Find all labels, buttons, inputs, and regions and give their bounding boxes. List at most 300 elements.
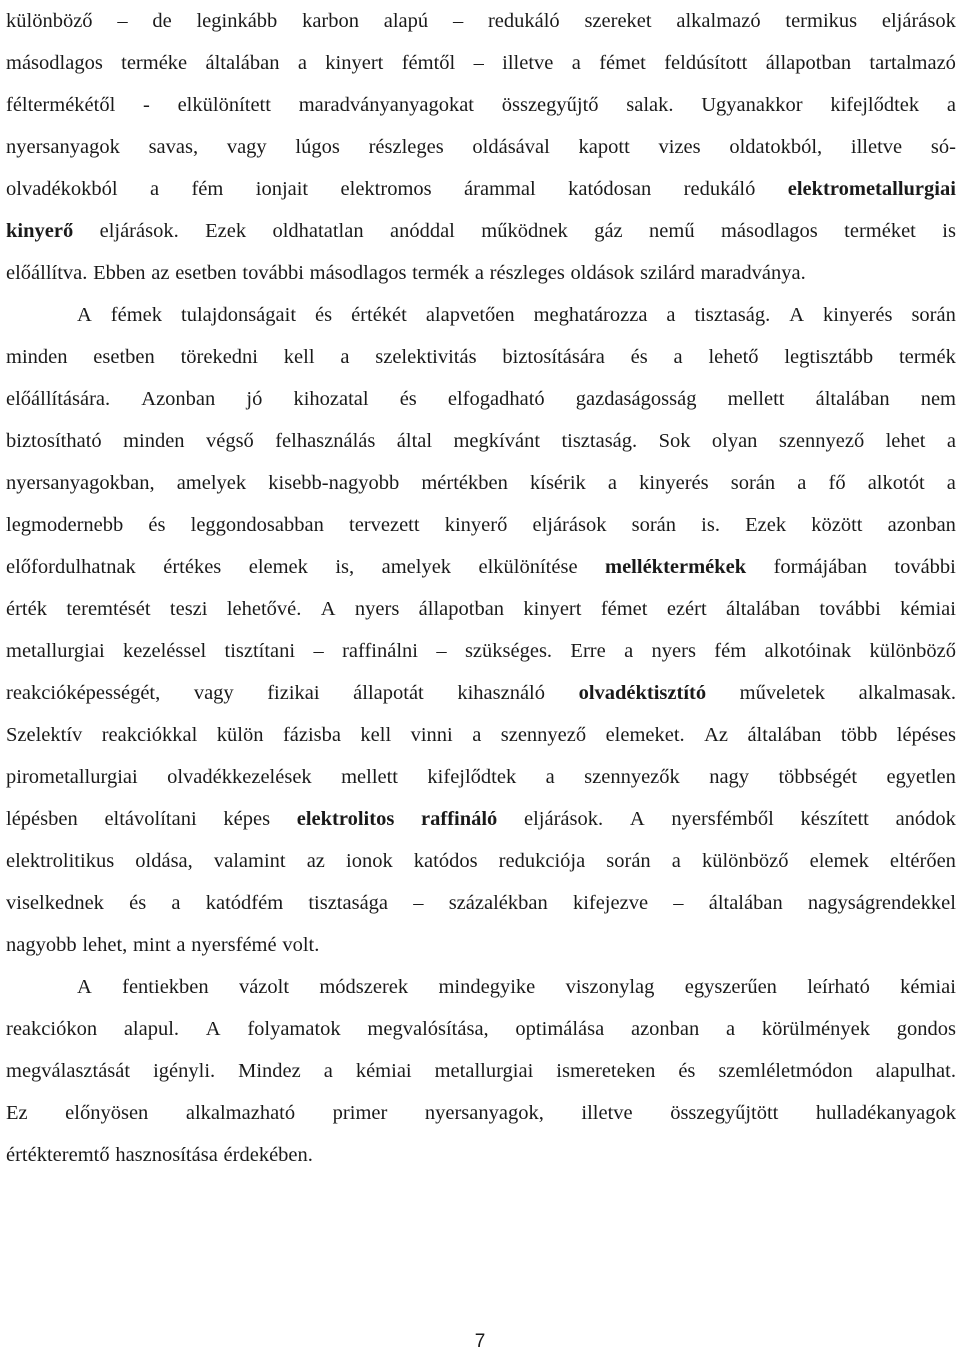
word: további xyxy=(894,556,956,578)
word: leírható xyxy=(807,976,870,998)
word: viselkednek xyxy=(6,892,104,914)
word: elkülönített xyxy=(177,94,271,116)
text-line xyxy=(6,882,956,924)
word: eltávolítani xyxy=(104,808,197,830)
word: nemű xyxy=(649,220,695,242)
word: biztosítására xyxy=(502,346,605,368)
word: kihozatal xyxy=(293,388,369,410)
text-line xyxy=(6,336,956,378)
word: módszerek xyxy=(319,976,409,998)
word: volt. xyxy=(282,934,320,956)
word: kifejlődtek xyxy=(427,766,517,788)
word: az xyxy=(151,262,170,284)
word: során xyxy=(606,850,651,872)
word: előállítva. xyxy=(6,262,88,284)
word: állapotát xyxy=(353,682,424,704)
text-line xyxy=(6,714,956,756)
paragraph xyxy=(6,0,956,294)
word: kinyerő xyxy=(444,514,508,536)
word: alapvetően xyxy=(425,304,515,326)
word: mellett xyxy=(341,766,399,788)
word: kell xyxy=(283,346,315,368)
text-line xyxy=(6,630,956,672)
word: minden xyxy=(123,430,185,452)
word: azonban xyxy=(887,514,956,536)
word: alkotóinak xyxy=(764,640,852,662)
word: az xyxy=(306,850,325,872)
word: legmodernebb xyxy=(6,514,124,536)
word: katódos xyxy=(413,850,478,872)
word: a xyxy=(472,724,482,746)
word: előfordulhatnak xyxy=(6,556,136,578)
word: ionjait xyxy=(255,178,309,200)
word: A xyxy=(77,976,92,998)
word: elektrolitikus xyxy=(6,850,115,872)
word: katódfém xyxy=(205,892,284,914)
word: különböző xyxy=(6,10,93,32)
word: melléktermékek xyxy=(605,556,747,578)
word: érdekében. xyxy=(223,1144,313,1166)
word: teremtését xyxy=(66,598,151,620)
word: eljárások xyxy=(532,514,607,536)
word: előnyösen xyxy=(65,1102,149,1124)
word: – xyxy=(313,640,324,662)
word: a xyxy=(673,346,683,368)
word: reakciókon xyxy=(6,1018,98,1040)
word: kezeléssel xyxy=(123,640,207,662)
word: termék xyxy=(898,346,956,368)
word: általában xyxy=(708,892,783,914)
word: fémet xyxy=(599,52,646,74)
word: – xyxy=(452,10,464,32)
word: működnek xyxy=(481,220,568,242)
word: tartalmazó xyxy=(869,52,956,74)
word: oldásával xyxy=(472,136,550,158)
word: előállítására. xyxy=(6,388,111,410)
word: összegyűjtő xyxy=(501,94,599,116)
word: mint xyxy=(133,934,171,956)
word: megkívánt xyxy=(453,430,541,452)
word: általában xyxy=(726,598,800,620)
word: eltérően xyxy=(889,850,956,872)
word: olyan xyxy=(711,430,758,452)
word: és xyxy=(129,892,147,914)
text-line xyxy=(6,378,956,420)
word: eljárások. xyxy=(99,220,179,242)
word: Ez xyxy=(6,1102,28,1124)
word: alkalmazható xyxy=(185,1102,296,1124)
text-line xyxy=(6,924,956,966)
word: leggondosabban xyxy=(190,514,324,536)
word: a xyxy=(797,472,807,494)
word: Szelektív xyxy=(6,724,83,746)
word: többségét xyxy=(778,766,858,788)
word: meghatározza xyxy=(533,304,648,326)
word: kinyert xyxy=(523,598,582,620)
word: – xyxy=(473,52,484,74)
word: termék xyxy=(412,262,470,284)
word: só- xyxy=(930,136,956,158)
word: alapul. xyxy=(123,1018,180,1040)
word: kihasználó xyxy=(457,682,545,704)
word: tisztasága xyxy=(308,892,389,914)
word: során xyxy=(730,472,776,494)
word: a xyxy=(946,472,956,494)
word: nem xyxy=(920,388,956,410)
word: termikus xyxy=(785,10,858,32)
word: jó xyxy=(246,388,263,410)
word: árammal xyxy=(464,178,536,200)
word: alkalmazó xyxy=(676,10,761,32)
word: maradványanyagokat xyxy=(298,94,474,116)
word: mindegyike xyxy=(438,976,536,998)
word: nyersfémből xyxy=(671,808,774,830)
word: illetve xyxy=(850,136,903,158)
word: hulladékanyagok xyxy=(815,1102,956,1124)
word: alapulhat. xyxy=(875,1060,956,1082)
word: a xyxy=(624,640,634,662)
word: elektrolitos xyxy=(296,808,395,830)
word: viszonylag xyxy=(565,976,655,998)
text-line xyxy=(6,252,956,294)
word: anóddal xyxy=(389,220,455,242)
text-line xyxy=(6,294,956,336)
word: vinni xyxy=(410,724,453,746)
word: Sok xyxy=(658,430,691,452)
word: a xyxy=(946,430,956,452)
word: eljárások xyxy=(881,10,956,32)
text-line xyxy=(6,462,956,504)
word: elektrometallurgiai xyxy=(787,178,956,200)
word: – xyxy=(436,640,447,662)
word: redukciója xyxy=(498,850,586,872)
word: amelyek xyxy=(381,556,452,578)
word: lehet xyxy=(885,430,926,452)
word: a xyxy=(671,850,681,872)
word: igényli. xyxy=(153,1060,216,1082)
word: is xyxy=(942,220,956,242)
word: nagyobb xyxy=(6,934,77,956)
text-line xyxy=(6,798,956,840)
word: eljárások. xyxy=(524,808,604,830)
word: nagy xyxy=(709,766,750,788)
text-line xyxy=(6,210,956,252)
word: általában xyxy=(205,52,280,74)
word: oldatokból, xyxy=(729,136,823,158)
word: kinyerő xyxy=(6,220,74,242)
word: nyers xyxy=(651,640,696,662)
word: általában xyxy=(815,388,890,410)
word: és xyxy=(148,514,166,536)
word: a xyxy=(171,892,181,914)
word: kísérik xyxy=(530,472,586,494)
word: szilárd xyxy=(640,262,695,284)
word: képes xyxy=(223,808,271,830)
word: reakciókkal xyxy=(101,724,198,746)
word: illetve xyxy=(502,52,554,74)
word: és xyxy=(399,388,417,410)
word: végső xyxy=(205,430,254,452)
word: összegyűjtött xyxy=(670,1102,779,1124)
word: folyamatok xyxy=(247,1018,341,1040)
word: szelektivitás xyxy=(375,346,477,368)
word: lehető xyxy=(708,346,759,368)
word: kell xyxy=(360,724,392,746)
word: lehetővé. xyxy=(226,598,302,620)
word: biztosítható xyxy=(6,430,102,452)
text-line xyxy=(6,966,956,1008)
word: szereket xyxy=(584,10,652,32)
word: során xyxy=(911,304,956,326)
word: maradványa. xyxy=(700,262,806,284)
word: és xyxy=(678,1060,696,1082)
word: nagyságrendekkel xyxy=(807,892,956,914)
word: oldása, xyxy=(135,850,193,872)
word: a xyxy=(149,178,160,200)
word: értékes xyxy=(163,556,222,578)
word: salak. xyxy=(626,94,674,116)
word: gondos xyxy=(896,1018,956,1040)
word: illetve xyxy=(581,1102,633,1124)
word: a xyxy=(474,262,484,284)
word: több xyxy=(840,724,878,746)
text-line xyxy=(6,0,956,42)
word: lehet, xyxy=(82,934,128,956)
word: pirometallurgiai xyxy=(6,766,138,788)
text-line xyxy=(6,546,956,588)
word: tisztaság. xyxy=(694,304,771,326)
word: fizikai xyxy=(267,682,320,704)
word: hasznosítása xyxy=(115,1144,218,1166)
word: által xyxy=(396,430,433,452)
word: szükséges. xyxy=(464,640,553,662)
word: anódok xyxy=(895,808,956,830)
word: valamint xyxy=(213,850,286,872)
text-line xyxy=(6,420,956,462)
word: vagy xyxy=(193,682,234,704)
word: másodlagos xyxy=(309,262,407,284)
word: Ezek xyxy=(205,220,247,242)
word: A xyxy=(77,304,92,326)
word: terméket xyxy=(844,220,916,242)
text-line xyxy=(6,1092,956,1134)
word: készített xyxy=(800,808,869,830)
word: ionok xyxy=(346,850,393,872)
text-line xyxy=(6,504,956,546)
word: teszi xyxy=(169,598,208,620)
text-line xyxy=(6,1008,956,1050)
word: katódosan xyxy=(568,178,652,200)
word: megválasztását xyxy=(6,1060,131,1082)
word: elemek xyxy=(809,850,869,872)
word: a xyxy=(176,934,186,956)
word: vagy xyxy=(226,136,267,158)
word: törekedni xyxy=(180,346,258,368)
word: alapú xyxy=(383,10,429,32)
word: tervezett xyxy=(349,514,420,536)
word: tisztítani xyxy=(224,640,296,662)
word: ismereteken xyxy=(556,1060,656,1082)
word: részleges xyxy=(368,136,444,158)
word: elemeket. xyxy=(605,724,685,746)
word: esetben xyxy=(93,346,155,368)
word: külön xyxy=(216,724,264,746)
word: során xyxy=(631,514,677,536)
word: fő xyxy=(828,472,846,494)
word: gáz xyxy=(594,220,623,242)
word: százalékban xyxy=(448,892,548,914)
word: fém xyxy=(714,640,747,662)
word: a xyxy=(545,766,555,788)
word: A xyxy=(789,304,805,326)
word: fémet xyxy=(600,598,648,620)
word: optimálása xyxy=(515,1018,605,1040)
word: olvadékokból xyxy=(6,178,118,200)
text-line xyxy=(6,756,956,798)
word: Azonban xyxy=(141,388,216,410)
word: lépésben xyxy=(6,808,78,830)
word: különböző xyxy=(701,850,789,872)
word: oldások xyxy=(570,262,635,284)
word: olvadékkezelések xyxy=(167,766,312,788)
word: elektromos xyxy=(340,178,432,200)
word: szennyezők xyxy=(584,766,680,788)
word: állapotban xyxy=(765,52,852,74)
word: oldhatatlan xyxy=(272,220,364,242)
word: fémek xyxy=(110,304,163,326)
word: fentiekben xyxy=(122,976,209,998)
word: között xyxy=(811,514,863,536)
text-line xyxy=(6,84,956,126)
word: kémiai xyxy=(900,598,956,620)
word: Ebben xyxy=(93,262,146,284)
word: ezért xyxy=(666,598,707,620)
word: – xyxy=(413,892,424,914)
word: részleges xyxy=(489,262,565,284)
word: különböző xyxy=(869,640,956,662)
word: formájában xyxy=(773,556,867,578)
word: Ezek xyxy=(745,514,787,536)
word: kinyert xyxy=(325,52,384,74)
word: érték xyxy=(6,598,47,620)
word: feldúsított xyxy=(664,52,748,74)
text-line xyxy=(6,1134,956,1176)
word: mértékben xyxy=(421,472,508,494)
word: Erre xyxy=(570,640,606,662)
word: fém xyxy=(191,178,224,200)
word: műveletek xyxy=(739,682,826,704)
word: megvalósítása, xyxy=(367,1018,489,1040)
word: mellett xyxy=(727,388,785,410)
word: a xyxy=(297,52,307,74)
word: olvadéktisztító xyxy=(578,682,707,704)
text-line xyxy=(6,168,956,210)
word: – xyxy=(673,892,684,914)
word: legtisztább xyxy=(784,346,874,368)
word: elfogadható xyxy=(447,388,545,410)
word: alkotót xyxy=(867,472,925,494)
paragraph xyxy=(6,294,956,966)
word: tisztaság. xyxy=(561,430,638,452)
word: elkülönítése xyxy=(478,556,578,578)
word: raffináló xyxy=(421,808,498,830)
document-page xyxy=(6,0,956,1176)
word: fémtől xyxy=(401,52,456,74)
word: lúgos xyxy=(295,136,340,158)
word: azonban xyxy=(630,1018,700,1040)
word: további xyxy=(242,262,304,284)
word: kisebb-nagyobb xyxy=(268,472,400,494)
word: savas, xyxy=(148,136,199,158)
text-line xyxy=(6,126,956,168)
word: másodlagos xyxy=(720,220,818,242)
word: vázolt xyxy=(238,976,290,998)
page-number: 7 xyxy=(474,1331,486,1352)
word: – xyxy=(117,10,128,32)
word: általában xyxy=(747,724,822,746)
word: de xyxy=(152,10,172,32)
word: primer xyxy=(332,1102,388,1124)
word: fázisba xyxy=(282,724,341,746)
word: minden xyxy=(6,346,68,368)
text-line xyxy=(6,1050,956,1092)
word: a xyxy=(571,52,581,74)
word: alkalmasak. xyxy=(858,682,956,704)
word: kifejlődtek xyxy=(830,94,920,116)
word: tulajdonságait xyxy=(181,304,297,326)
word: felhasználás xyxy=(275,430,376,452)
word: A xyxy=(320,598,336,620)
paragraph xyxy=(6,966,956,1176)
word: kapott xyxy=(578,136,630,158)
word: kinyerés xyxy=(823,304,893,326)
word: reakcióképességét, xyxy=(6,682,161,704)
word: kifejezve xyxy=(572,892,649,914)
word: egyszerűen xyxy=(684,976,777,998)
word: szennyező xyxy=(500,724,587,746)
text-line xyxy=(6,840,956,882)
word: Az xyxy=(704,724,729,746)
word: metallurgiai xyxy=(434,1060,534,1082)
word: redukáló xyxy=(683,178,756,200)
word: a xyxy=(607,472,618,494)
text-line xyxy=(6,42,956,84)
word: nyersanyagok xyxy=(6,136,120,158)
word: másodlagos xyxy=(6,52,103,74)
word: a xyxy=(340,346,350,368)
word: szemléletmódon xyxy=(718,1060,853,1082)
word: és xyxy=(630,346,648,368)
word: kémiai xyxy=(355,1060,412,1082)
word: raffinálni xyxy=(342,640,418,662)
word: kémiai xyxy=(900,976,956,998)
word: redukáló xyxy=(487,10,560,32)
word: nyersanyagokban, xyxy=(6,472,155,494)
word: a xyxy=(946,94,956,116)
word: körülmények xyxy=(761,1018,871,1040)
word: értékét xyxy=(351,304,407,326)
word: a xyxy=(323,1060,333,1082)
word: is. xyxy=(701,514,720,536)
word: amelyek xyxy=(176,472,247,494)
word: elemek xyxy=(248,556,308,578)
word: állapotban xyxy=(418,598,505,620)
word: A xyxy=(629,808,645,830)
word: Mindez xyxy=(238,1060,301,1082)
word: karbon xyxy=(302,10,359,32)
word: esetben xyxy=(175,262,237,284)
word: gazdaságosság xyxy=(575,388,697,410)
